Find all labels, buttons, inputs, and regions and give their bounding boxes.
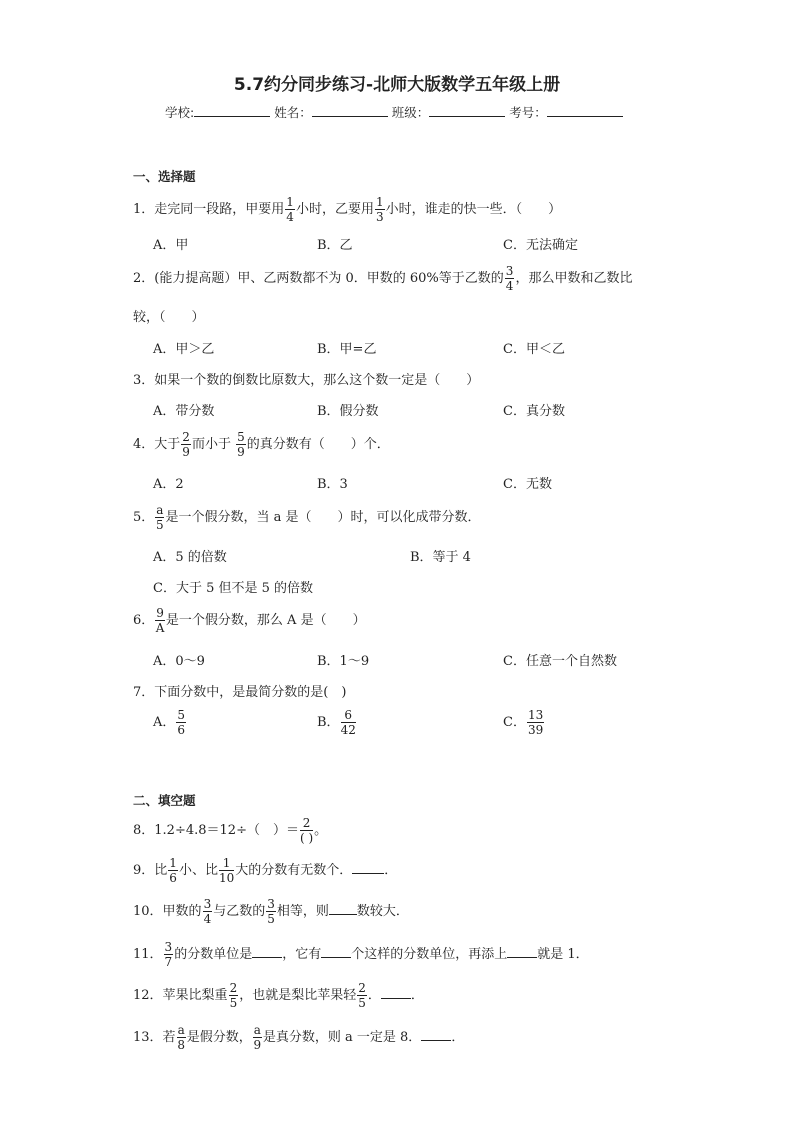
fraction: $\frac{a}{8}$ — [177, 1023, 185, 1052]
q1-option-c[interactable]: C．无法确定 — [503, 238, 578, 253]
fraction: $\frac{a}{9}$ — [253, 1023, 262, 1052]
fraction: $\frac{2}{( )}$ — [299, 816, 314, 845]
answer-blank[interactable] — [252, 945, 282, 958]
q4-option-b[interactable]: B．3 — [317, 477, 348, 492]
question-6: 6． $\frac{9}{A}$ 是一个假分数，那么 A 是（ ） — [133, 606, 366, 635]
fraction: $\frac{3}{4}$ — [203, 897, 212, 926]
q2-option-c[interactable]: C．甲＜乙 — [503, 342, 565, 357]
q6-option-a[interactable]: A．0～9 — [153, 654, 205, 669]
question-3: 3．如果一个数的倒数比原数大，那么这个数一定是（ ） — [133, 373, 480, 388]
question-9: 9．比 $\frac{1}{6}$ 小、比 $\frac{1}{10}$ 大的分数有无数个． ． — [133, 856, 398, 885]
exam-number-blank[interactable] — [547, 103, 623, 117]
q1-option-b[interactable]: B．乙 — [317, 238, 353, 253]
fraction: $\frac{13}{39}$ — [527, 708, 544, 737]
q3-option-c[interactable]: C．真分数 — [503, 404, 565, 419]
q7-option-a[interactable]: A． $\frac{5}{6}$ — [153, 708, 186, 737]
class-blank[interactable] — [429, 103, 505, 117]
class-label: 班级： — [391, 105, 430, 120]
name-label: 姓名： — [274, 105, 312, 120]
fraction: $\frac{1}{3}$ — [375, 195, 384, 224]
section-fill-title: 二、填空题 — [133, 793, 196, 808]
q2-option-b[interactable]: B．甲=乙 — [317, 342, 377, 357]
fraction: $\frac{1}{6}$ — [169, 856, 177, 885]
name-blank[interactable] — [312, 103, 388, 117]
q5-option-a[interactable]: A．5 的倍数 — [153, 550, 227, 565]
question-2: 2．(能力提高题）甲、乙两数都不为 0．甲数的 60%等于乙数的 $\frac{3}{4}$ ，那么甲数和乙数比 — [133, 264, 633, 293]
fraction: $\frac{3}{5}$ — [267, 897, 275, 926]
answer-blank[interactable] — [321, 945, 351, 958]
section-choice-title: 一、选择题 — [133, 169, 196, 184]
page-title: 5.7约分同步练习-北师大版数学五年级上册 — [233, 75, 561, 95]
q7-option-b[interactable]: B． $\frac{6}{42}$ — [317, 708, 356, 737]
fraction: $\frac{a}{5}$ — [156, 503, 164, 532]
question-7: 7．下面分数中，是最简分数的是( ) — [133, 685, 347, 700]
q6-option-b[interactable]: B．1～9 — [317, 654, 370, 669]
fraction: $\frac{2}{9}$ — [182, 430, 190, 459]
question-12: 12．苹果比梨重 $\frac{2}{5}$ ，也就是梨比苹果轻 $\frac{2}{5}$ ． ． — [133, 981, 424, 1010]
q5-option-c[interactable]: C．大于 5 但不是 5 的倍数 — [153, 581, 314, 596]
question-13: 13．若 $\frac{a}{8}$ 是假分数， $\frac{a}{9}$ 是真分数，则 a 一定是 8． ． — [133, 1023, 465, 1052]
fraction: $\frac{2}{5}$ — [358, 981, 366, 1010]
fraction: $\frac{2}{5}$ — [229, 981, 238, 1010]
q2-option-a[interactable]: A．甲＞乙 — [153, 342, 215, 357]
school-blank[interactable] — [194, 103, 270, 117]
q3-option-b[interactable]: B．假分数 — [317, 404, 379, 419]
question-10: 10．甲数的 $\frac{3}{4}$ 与乙数的 $\frac{3}{5}$ 相等，则 数较大． — [133, 897, 409, 926]
fraction: $\frac{5}{9}$ — [237, 430, 245, 459]
student-info-line — [165, 103, 623, 121]
question-4: 4．大于 $\frac{2}{9}$ 而小于 $\frac{5}{9}$ 的真分数有（ ）个． — [133, 430, 390, 459]
answer-blank[interactable] — [507, 945, 537, 958]
fraction: $\frac{9}{A}$ — [155, 606, 165, 635]
fraction: $\frac{3}{4}$ — [505, 264, 514, 293]
answer-blank[interactable] — [421, 1028, 451, 1041]
q4-option-a[interactable]: A．2 — [153, 477, 184, 492]
fraction: $\frac{1}{4}$ — [286, 195, 294, 224]
exam-number-label: 考号： — [509, 105, 547, 120]
school-label: 学校: — [165, 105, 195, 120]
fraction: $\frac{5}{6}$ — [177, 708, 186, 737]
question-2-line2: 较，（ ） — [133, 310, 205, 325]
question-5: 5． $\frac{a}{5}$ 是一个假分数，当 a 是（ ）时，可以化成带分数． — [133, 503, 481, 532]
q6-option-c[interactable]: C．任意一个自然数 — [503, 654, 617, 669]
q3-option-a[interactable]: A．带分数 — [153, 404, 215, 419]
q4-option-c[interactable]: C．无数 — [503, 477, 552, 492]
fraction: $\frac{6}{42}$ — [340, 708, 356, 737]
answer-blank[interactable] — [352, 861, 384, 874]
fraction: $\frac{1}{10}$ — [218, 856, 235, 885]
answer-blank[interactable] — [381, 986, 411, 999]
fraction: $\frac{3}{7}$ — [164, 940, 173, 969]
q1-option-a[interactable]: A．甲 — [153, 238, 189, 253]
answer-blank[interactable] — [329, 902, 357, 915]
q7-option-c[interactable]: C． $\frac{13}{39}$ — [503, 708, 544, 737]
question-8: 8．1.2÷4.8＝12÷（ ）＝ $\frac{2}{( )}$ 。 — [133, 816, 328, 845]
question-1: 1．走完同一段路，甲要用 $\frac{1}{4}$ 小时，乙要用 $\frac{1}{3}$ 小时，谁走的快一些．（ ） — [133, 195, 562, 224]
question-11: 11． $\frac{3}{7}$ 的分数单位是 ，它有 个这样的分数单位，再添上 就是 1． — [133, 940, 589, 969]
q5-option-b[interactable]: B．等于 4 — [410, 550, 471, 565]
